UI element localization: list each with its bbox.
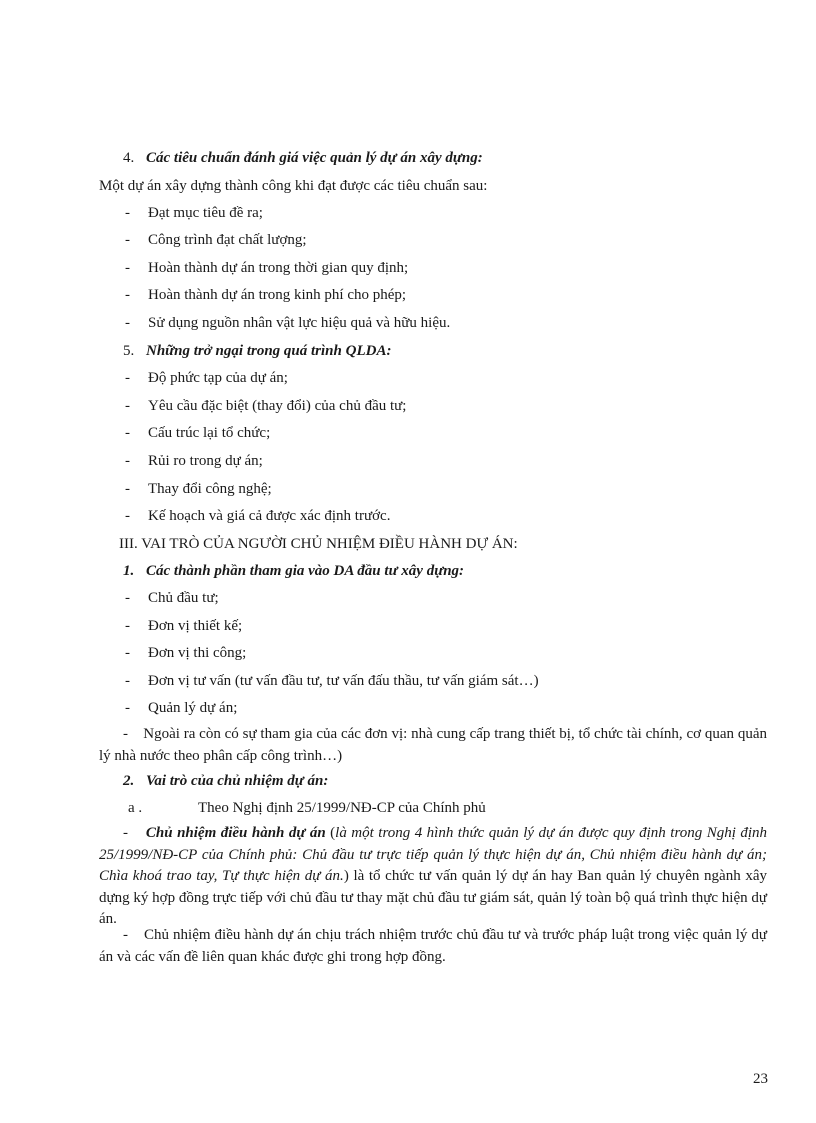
list-item-text: Chủ đầu tư;	[148, 590, 219, 606]
section-5-number: 5.	[123, 343, 135, 359]
bullet-dash: -	[125, 618, 130, 634]
bullet-dash: -	[123, 927, 128, 943]
section-4-title: Các tiêu chuẩn đánh giá việc quản lý dự án xây dựng:	[146, 150, 483, 166]
list-item-text: Quản lý dự án;	[148, 700, 238, 716]
term-definition-italic: là một trong 4 hình thức quản lý dự án được quy định trong Nghị định 25/1999/NĐ-CP của Chính phủ: Chủ đầu tư trực tiếp quản lý thực hiện dự án, Chủ nhiệm điều hành dự án; Chìa khoá trao tay, Tự thực hiện dự án.	[99, 825, 768, 885]
sub-2-a-label: a .	[128, 800, 143, 816]
sub-2-paragraph-1: - Chủ nhiệm điều hành dự án (là một trong 4 hình thức quản lý dự án được quy định trong Nghị định 25/1999/NĐ-CP của Chính phủ: Chủ đầu tư trực tiếp quản lý thực hiện dự án, Chủ nhiệm điều hành dự án; Chìa khoá trao tay, Tự thực hiện dự án.) là tổ chức tư vấn quản lý dự án hay Ban quản lý chuyên ngành xây dựng ký hợp đồng trực tiếp với chủ đầu tư thay mặt chủ đầu tư giám sát, quản lý toàn bộ quá trình thực hiện dự án.	[99, 825, 768, 928]
sub-1-title: Các thành phần tham gia vào DA đầu tư xây dựng:	[146, 563, 465, 579]
list-item-text: Yêu cầu đặc biệt (thay đổi) của chủ đầu tư;	[148, 398, 407, 414]
list-item-text: Hoàn thành dự án trong thời gian quy định;	[148, 260, 409, 276]
list-item-text: Độ phức tạp của dự án;	[148, 370, 288, 386]
section-4-heading	[123, 149, 483, 167]
sub-2-heading	[123, 772, 328, 790]
sub-2-a-line	[128, 799, 486, 817]
sub-1-paragraph	[99, 724, 767, 767]
bullet-dash: -	[125, 398, 130, 414]
sub-2-number: 2.	[123, 773, 135, 789]
bullet-dash: -	[125, 287, 130, 303]
bullet-dash: -	[125, 232, 130, 248]
sub-1-number: 1.	[123, 563, 135, 579]
bullet-dash: -	[125, 260, 130, 276]
bullet-dash: -	[123, 726, 128, 742]
list-item-text: Sử dụng nguồn nhân vật lực hiệu quả và hữu hiệu.	[148, 315, 451, 331]
bullet-dash: -	[125, 453, 130, 469]
page-number: 23	[753, 1071, 768, 1087]
bullet-dash: -	[125, 508, 130, 524]
section-5-heading	[123, 342, 391, 360]
list-item-text: Đơn vị tư vấn (tư vấn đầu tư, tư vấn đấu thầu, tư vấn giám sát…)	[148, 673, 539, 689]
bullet-dash: -	[125, 370, 130, 386]
sub-1-heading	[123, 562, 464, 580]
list-item-text: Cấu trúc lại tổ chức;	[148, 425, 271, 441]
list-item-text: Đạt mục tiêu đề ra;	[148, 205, 263, 221]
section-3-heading: III. VAI TRÒ CỦA NGƯỜI CHỦ NHIỆM ĐIỀU HÀNH DỰ ÁN:	[119, 536, 518, 552]
bullet-dash: -	[125, 673, 130, 689]
list-item-text: Công trình đạt chất lượng;	[148, 232, 307, 248]
sub-2-title: Vai trò của chủ nhiệm dự án:	[146, 773, 329, 789]
paragraph-text: Chủ nhiệm điều hành dự án chịu trách nhiệm trước chủ đầu tư và trước pháp luật trong việc quản lý dự án và các vấn đề liên quan khác được ghi trong hợp đồng.	[99, 927, 767, 965]
bullet-dash: -	[125, 315, 130, 331]
sub-2-paragraph-2	[99, 925, 767, 968]
section-4-intro: Một dự án xây dựng thành công khi đạt được các tiêu chuẩn sau:	[99, 178, 488, 194]
bullet-dash: -	[125, 425, 130, 441]
paragraph-text: Ngoài ra còn có sự tham gia của các đơn vị: nhà cung cấp trang thiết bị, tổ chức tài chính, cơ quan quản lý nhà nước theo phân cấp công trình…)	[99, 726, 767, 764]
sub-2-a-text: Theo Nghị định 25/1999/NĐ-CP của Chính phủ	[198, 800, 486, 816]
bullet-dash: -	[123, 825, 128, 841]
section-4-number: 4.	[123, 150, 135, 166]
section-5-title: Những trở ngại trong quá trình QLDA:	[146, 343, 392, 359]
bullet-dash: -	[125, 205, 130, 221]
list-item-text: Hoàn thành dự án trong kinh phí cho phép;	[148, 287, 407, 303]
term-bold: Chủ nhiệm điều hành dự án	[145, 825, 326, 841]
bullet-dash: -	[125, 645, 130, 661]
list-item-text: Rủi ro trong dự án;	[148, 453, 263, 469]
list-item-text: Kế hoạch và giá cả được xác định trước.	[148, 508, 391, 524]
bullet-dash: -	[125, 590, 130, 606]
paragraph-text: là tổ chức tư vấn quản lý dự án hay Ban quản lý chuyên ngành xây dựng ký hợp đồng trực tiếp với chủ đầu tư thay mặt chủ đầu tư giám sát, quản lý toàn bộ quá trình thực hiện dự án.	[99, 868, 767, 928]
bullet-dash: -	[125, 700, 130, 716]
list-item-text: Thay đổi công nghệ;	[148, 481, 272, 497]
list-item-text: Đơn vị thiết kế;	[148, 618, 243, 634]
list-item-text: Đơn vị thi công;	[148, 645, 247, 661]
bullet-dash: -	[125, 481, 130, 497]
